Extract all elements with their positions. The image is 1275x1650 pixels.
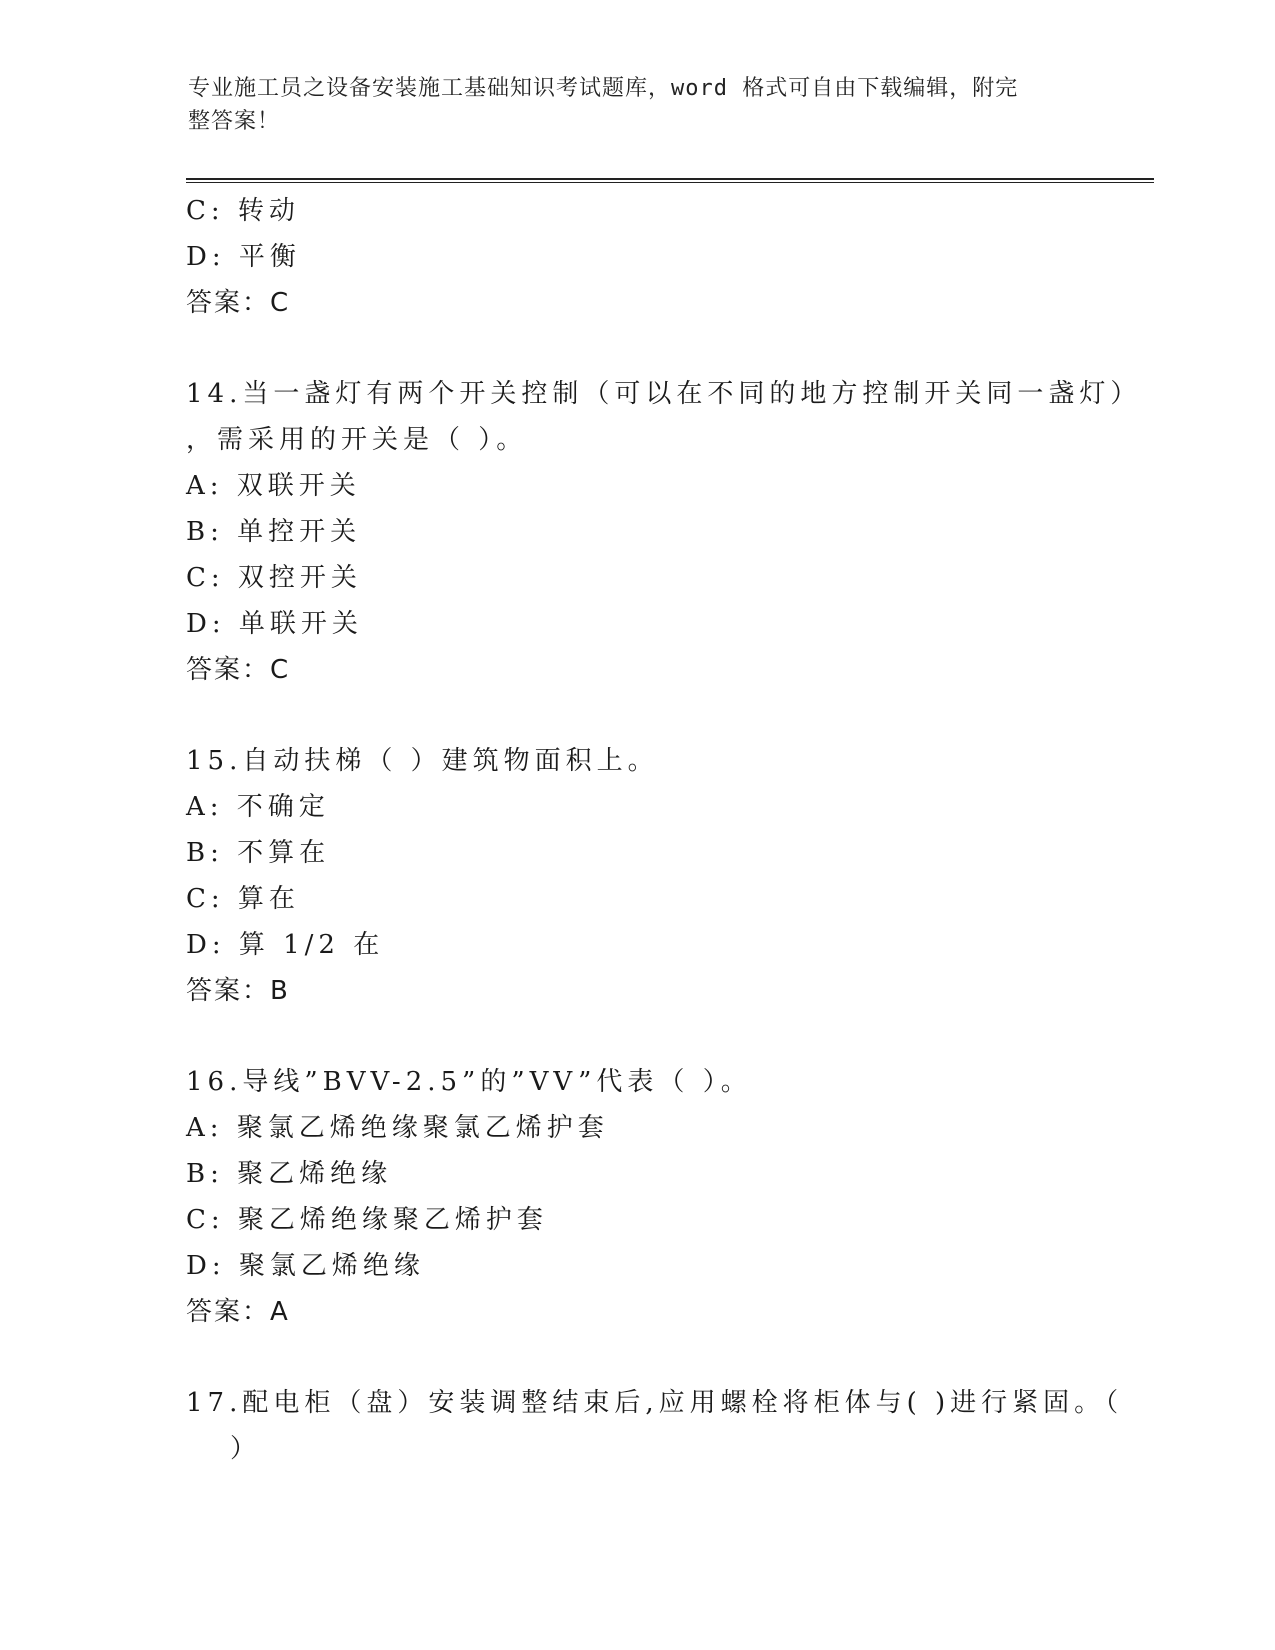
option-c: C: 转动	[186, 196, 300, 226]
answer-line: 答案：C	[186, 655, 291, 685]
question-14-block	[186, 371, 1142, 693]
option-b: B: 不算在	[186, 838, 331, 868]
answer-line: 答案：C	[186, 288, 291, 318]
question-text: 15.自动扶梯（ ）建筑物面积上。	[186, 746, 659, 776]
header-divider	[186, 178, 1154, 183]
question-17-block	[186, 1380, 1124, 1472]
question-15-block	[186, 738, 1086, 1014]
question-16-block	[186, 1059, 1086, 1335]
option-d: D: 单联开关	[186, 609, 363, 639]
spacer	[186, 693, 1086, 738]
question-text-continued: ）	[230, 1434, 262, 1464]
option-c: C: 算在	[186, 884, 300, 914]
spacer	[186, 1014, 1086, 1059]
option-c: C: 聚乙烯绝缘聚乙烯护套	[186, 1205, 548, 1235]
question-text: 16.导线”BVV-2.5”的”VV”代表（ ）。	[186, 1067, 752, 1097]
option-a: A: 双联开关	[186, 471, 361, 501]
option-a: A: 不确定	[186, 792, 330, 822]
answer-line: 答案：A	[186, 1297, 290, 1327]
answer-line: 答案：B	[186, 976, 290, 1006]
option-d: D: 平衡	[186, 242, 301, 272]
question-13-block	[186, 188, 1086, 326]
header-title-line-1: 专业施工员之设备安装施工基础知识考试题库，word 格式可自由下载编辑，附完	[188, 76, 1019, 101]
spacer	[186, 326, 1086, 371]
document-body	[186, 188, 1142, 1472]
option-c: C: 双控开关	[186, 563, 362, 593]
header-title-line-2: 整答案！	[188, 109, 281, 134]
document-header	[188, 72, 1068, 138]
option-b: B: 单控开关	[186, 517, 362, 547]
spacer	[186, 1335, 1086, 1380]
option-a: A: 聚氯乙烯绝缘聚氯乙烯护套	[186, 1113, 609, 1143]
option-d: D: 算 1/2 在	[186, 930, 385, 960]
question-text: 14.当一盏灯有两个开关控制（可以在不同的地方控制开关同一盏灯）	[186, 379, 1142, 409]
option-d: D: 聚氯乙烯绝缘	[186, 1251, 425, 1281]
question-text-continued: ，需采用的开关是（ ）。	[186, 425, 528, 455]
question-text: 17.配电柜（盘）安装调整结束后,应用螺栓将柜体与( )进行紧固。（	[186, 1388, 1124, 1418]
option-b: B: 聚乙烯绝缘	[186, 1159, 393, 1189]
